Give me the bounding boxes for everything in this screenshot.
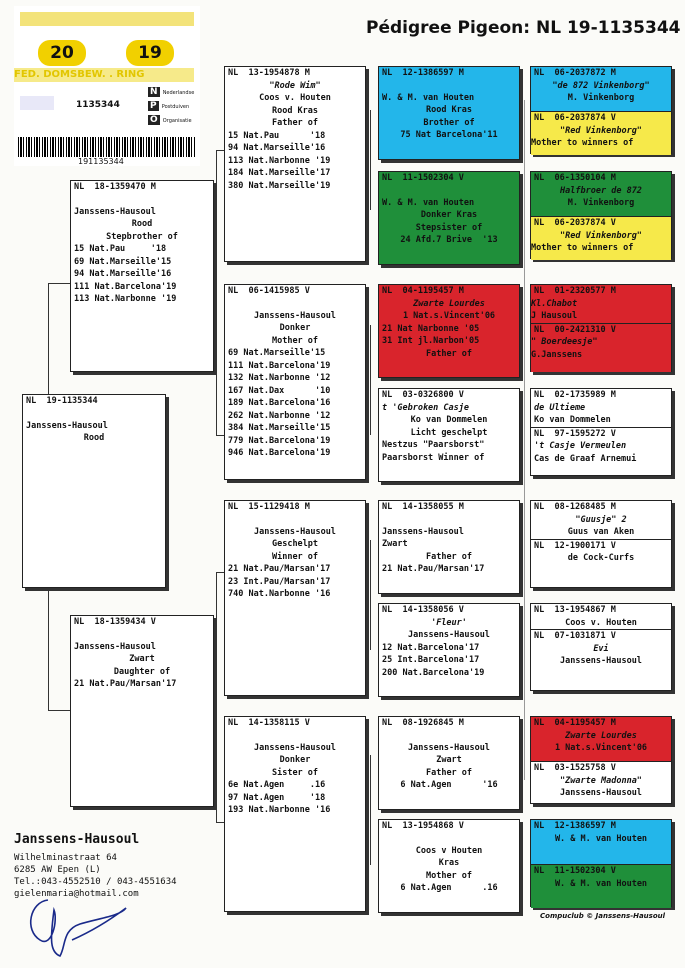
pigeon-name: " Boerdeesje": [531, 337, 598, 347]
relation: Winner of: [271, 551, 319, 562]
pigeon-name: "Zwarte Madonna": [560, 775, 642, 786]
ring-number: NL 14-1358056 V: [382, 605, 464, 615]
result: 380 Nat.Marseille'19: [228, 180, 331, 191]
color: Rood Kras: [271, 105, 319, 116]
color: Rood Kras: [425, 105, 473, 115]
connector: [216, 572, 224, 573]
owner: J Hausoul: [531, 311, 578, 321]
ring-number: NL 19-1135344: [26, 396, 98, 406]
result: 193 Nat.Narbonne '16: [228, 805, 331, 815]
signature-icon: [20, 890, 130, 960]
result: 384 Nat.Marseille'15: [228, 423, 331, 433]
connector: [370, 110, 371, 210]
pigeon-card-fmm[interactable]: [378, 388, 520, 482]
ring-number: NL 11-1502304 V: [534, 866, 616, 876]
owner: W. & M. van Houten: [554, 878, 648, 889]
connector: [216, 435, 224, 436]
owner: Ko van Dommelen: [410, 415, 488, 425]
pigeon-card-mff[interactable]: [378, 500, 520, 594]
owner: G.Janssens: [531, 349, 583, 360]
color: Rood: [131, 219, 153, 229]
result: 21 Nat Narbonne '05: [382, 323, 480, 334]
ring-year-right: 19: [126, 40, 174, 66]
owner: Janssens-Hausoul: [74, 641, 156, 652]
result: 740 Nat.Narbonne '16: [228, 589, 331, 599]
relation: Father of: [271, 118, 319, 128]
owner: Janssens-Hausoul: [382, 526, 464, 537]
owner: Ko van Dommelen: [534, 415, 611, 425]
owner: M. Vinkenborg: [567, 93, 635, 103]
result: 184 Nat.Marseille'17: [228, 168, 331, 178]
result: 75 Nat Barcelona'11: [400, 130, 498, 140]
result: 69 Nat.Marseille'15: [74, 256, 172, 267]
result: 1 Nat.s.Vincent'06: [402, 311, 496, 321]
connector: [48, 710, 70, 711]
ring-number: NL 04-1195457 M: [534, 718, 616, 728]
ring-number: NL 12-1386597 M: [534, 821, 616, 831]
pigeon-name: 'Fleur': [431, 617, 467, 628]
pigeon-name: Halfbroer de 872: [560, 185, 642, 196]
result: 111 Nat.Barcelona'19: [228, 360, 331, 371]
result: 15 Nat.Pau '18: [228, 130, 326, 141]
result: 31 Int jl.Narbon'05: [382, 336, 480, 346]
owner: Janssens-Hausoul: [254, 742, 336, 753]
owner: Coos v. Houten: [565, 617, 637, 628]
relation: Mother of: [271, 335, 319, 346]
result: 12 Nat.Barcelona'17: [382, 642, 480, 653]
pigeon-name: 't Casje Vermeulen: [534, 441, 627, 451]
result: 21 Nat.Pau/Marsan'17: [74, 679, 177, 689]
owner: Mother to winners of: [531, 243, 634, 253]
result: 94 Nat.Marseille'16: [228, 143, 326, 153]
owner: W. & M. van Houten: [382, 92, 475, 103]
ring-codes: N Nederlandse P Postduiven O Organisatie: [150, 87, 195, 125]
connector: [370, 540, 371, 650]
owner: Cas de Graaf Arnemui: [534, 453, 637, 464]
owner: Coos v Houten: [415, 845, 483, 856]
sticker-stripe: [20, 12, 194, 26]
result: 21 Nat.Pau/Marsan'17: [228, 564, 331, 574]
ring-number: NL 08-1268485 M: [534, 502, 616, 512]
ring-number: NL 06-1350104 M: [534, 173, 616, 183]
ring-number: NL 14-1358115 V: [228, 718, 310, 728]
pigeon-name: de Ultieme: [534, 402, 586, 413]
pigeon-card-mf[interactable]: [224, 500, 366, 696]
ring-number: NL 13-1954868 V: [382, 821, 464, 831]
ring-band-text: FED. DOMSBEW. . RING: [14, 68, 194, 82]
ring-number: NL 02-1735989 M: [534, 390, 616, 400]
relation: Father of: [425, 767, 473, 778]
ring-number: NL 03-1525758 V: [534, 763, 616, 773]
ring-sticker: [14, 6, 200, 166]
result: 23 Int.Pau/Marsan'17: [228, 576, 331, 587]
ring-blur: [20, 96, 54, 110]
ring-number: NL 08-1926845 M: [382, 718, 464, 728]
result: 113 Nat.Narbonne '19: [228, 155, 331, 166]
pigeon-name: "Guusje" 2: [575, 514, 627, 525]
pigeon-card-g5-1[interactable]: [530, 66, 672, 154]
pigeon-card-g5-2[interactable]: [530, 171, 672, 259]
pigeon-name: Zwarte Lourdes: [565, 730, 637, 741]
result: 94 Nat.Marseille'16: [74, 269, 172, 279]
result: 946 Nat.Barcelona'19: [228, 448, 331, 458]
pigeon-card-mfm[interactable]: [378, 603, 520, 697]
ring-number: NL 01-2320577 M: [534, 286, 616, 296]
connector: [48, 283, 49, 396]
owner: W. & M. van Houten: [554, 833, 648, 844]
relation: Mother of: [425, 870, 473, 881]
pigeon-name: "de 872 Vinkenborg": [552, 80, 650, 91]
ring-year-left: 20: [38, 40, 86, 66]
owner: W. & M. van Houten: [382, 197, 475, 208]
color: Licht geschelpt: [410, 427, 488, 438]
pigeon-card-mother[interactable]: [70, 615, 214, 807]
pigeon-card-g5-4[interactable]: [530, 388, 672, 476]
pigeon-card-g5-3[interactable]: [530, 284, 672, 372]
owner: Coos v. Houten: [259, 93, 331, 103]
owner: Janssens-Hausoul: [74, 206, 156, 217]
color: Rood: [83, 433, 105, 443]
result: 113 Nat.Narbonne '19: [74, 294, 177, 304]
result: 97 Nat.Agen '18: [228, 792, 326, 803]
pigeon-name: "Rode Wim": [269, 80, 321, 91]
result: 25 Int.Barcelona'17: [382, 655, 480, 665]
connector: [216, 150, 224, 151]
pigeon-card-mmf[interactable]: [378, 716, 520, 810]
owner: Guus van Aken: [567, 527, 635, 537]
ring-number: NL 97-1595272 V: [531, 427, 671, 441]
ring-number: NL 11-1502304 V: [382, 173, 464, 183]
color: Geschelpt: [271, 539, 319, 549]
ring-number: NL 06-1415985 V: [228, 286, 310, 296]
pigeon-card-fmf[interactable]: [378, 284, 520, 378]
pigeon-card-mm[interactable]: [224, 716, 366, 912]
pigeon-card-father[interactable]: [70, 180, 214, 372]
result: 15 Nat.Pau '18: [74, 244, 167, 254]
pigeon-name: "Red Vinkenborg": [560, 230, 642, 241]
owner: Janssens-Hausoul: [254, 310, 336, 321]
address-line-1: Wilhelminastraat 64: [14, 853, 117, 863]
pigeon-card-ffm[interactable]: [378, 171, 520, 265]
owner: Janssens-Hausoul: [408, 630, 490, 640]
result: 6e Nat.Agen .16: [228, 780, 326, 790]
ring-number: 1135344: [76, 100, 120, 110]
ring-number: NL 00-2421310 V: [531, 323, 671, 337]
ring-number: NL 15-1129418 M: [228, 502, 310, 512]
result: 262 Nat.Narbonne '12: [228, 410, 331, 421]
color: Zwart: [129, 654, 155, 664]
result: 132 Nat.Narbonne '12: [228, 373, 331, 383]
owner: Mother to winners of: [531, 138, 634, 148]
relation: Paarsborst Winner of: [382, 452, 485, 463]
result: 6 Nat.Agen .16: [400, 883, 498, 893]
ring-number: NL 07-1031871 V: [531, 629, 671, 643]
owner: Janssens-Hausoul: [560, 656, 642, 666]
pigeon-name: Kl.Chabot: [531, 298, 578, 309]
pigeon-card-g5-6[interactable]: [530, 603, 672, 691]
color: Zwart: [382, 539, 408, 549]
pigeon-name: "Red Vinkenborg": [560, 125, 642, 136]
owner: Janssens-Hausoul: [26, 420, 108, 431]
color: Kras: [438, 858, 460, 868]
result: 24 Afd.7 Brive '13: [400, 235, 498, 245]
connector: [524, 100, 525, 780]
result: 69 Nat.Marseille'15: [228, 348, 326, 358]
ring-number: NL 13-1954878 M: [228, 68, 310, 78]
phone: Tel.:043-4552510 / 043-4551634: [14, 877, 177, 887]
connector: [216, 572, 217, 822]
relation: Sister of: [271, 767, 319, 778]
pigeon-card-fff[interactable]: [378, 66, 520, 160]
email[interactable]: gielenmaria@hotmail.com: [14, 889, 139, 899]
color: Zwart: [436, 755, 462, 765]
ring-number: NL 13-1954867 M: [534, 605, 616, 615]
barcode: [18, 137, 196, 157]
ring-number: NL 12-1900171 V: [531, 539, 671, 553]
relation: Father of: [425, 551, 473, 562]
owner: Janssens-Hausoul: [408, 742, 490, 753]
extra: Nestzus "Paarsborst": [382, 440, 485, 450]
owner: 1 Nat.s.Vincent'06: [554, 743, 648, 753]
ring-number: NL 12-1386597 M: [382, 68, 464, 78]
relation: Stepsister of: [415, 222, 483, 233]
color: Donker: [279, 755, 311, 765]
ring-number: NL 04-1195457 M: [382, 286, 464, 296]
result: 189 Nat.Barcelona'16: [228, 398, 331, 408]
owner: Janssens-Hausoul: [560, 788, 642, 798]
ring-number: NL 06-2037872 M: [534, 68, 616, 78]
ring-number: NL 18-1359434 V: [74, 617, 156, 627]
ring-number: NL 14-1358055 M: [382, 502, 464, 512]
connector: [216, 150, 217, 435]
result: 6 Nat.Agen '16: [400, 780, 498, 790]
breeder-name: Janssens-Hausoul: [14, 832, 140, 847]
pigeon-card-g5-7[interactable]: [530, 716, 672, 804]
color: Donker Kras: [420, 210, 478, 220]
relation: Father of: [425, 348, 473, 359]
connector: [370, 325, 371, 435]
connector: [216, 822, 224, 823]
pigeon-card-g5-5[interactable]: [530, 500, 672, 588]
pigeon-card-fm[interactable]: [224, 284, 366, 480]
owner: Janssens-Hausoul: [254, 526, 336, 537]
relation: Brother of: [423, 117, 475, 128]
owner: M. Vinkenborg: [567, 198, 635, 208]
connector: [48, 283, 70, 284]
ring-number: NL 18-1359470 M: [74, 182, 156, 192]
pigeon-card-g5-8[interactable]: [530, 819, 672, 907]
result: 167 Nat.Dax '10: [228, 385, 331, 396]
result: 779 Nat.Barcelona'19: [228, 435, 331, 446]
ring-number: NL 06-2037874 V: [534, 113, 616, 123]
credit: Compuclub © Janssens-Hausoul: [540, 912, 666, 920]
result: 200 Nat.Barcelona'19: [382, 667, 485, 678]
ring-number: NL 03-0326800 V: [382, 390, 464, 400]
result: 111 Nat.Barcelona'19: [74, 281, 177, 292]
pigeon-card-main[interactable]: [22, 394, 166, 588]
connector: [370, 755, 371, 865]
result: 21 Nat.Pau/Marsan'17: [382, 564, 485, 574]
pigeon-name: Zwarte Lourdes: [413, 298, 485, 309]
pigeon-card-ff[interactable]: [224, 66, 366, 262]
pigeon-name: Evi: [593, 643, 609, 654]
owner: de Cock-Curfs: [567, 553, 635, 563]
page-title: Pédigree Pigeon: NL 19-1135344: [366, 18, 681, 38]
pigeon-card-mmm[interactable]: [378, 819, 520, 913]
connector: [48, 588, 49, 710]
relation: Daughter of: [113, 666, 171, 677]
pigeon-name: t 'Gebroken Casje: [382, 402, 469, 413]
barcode-number: 191135344: [78, 157, 124, 166]
address-line-2: 6285 AW Epen (L): [14, 865, 101, 875]
color: Donker: [279, 323, 311, 333]
ring-number: NL 06-2037874 V: [534, 218, 616, 228]
relation: Stepbrother of: [106, 231, 178, 242]
